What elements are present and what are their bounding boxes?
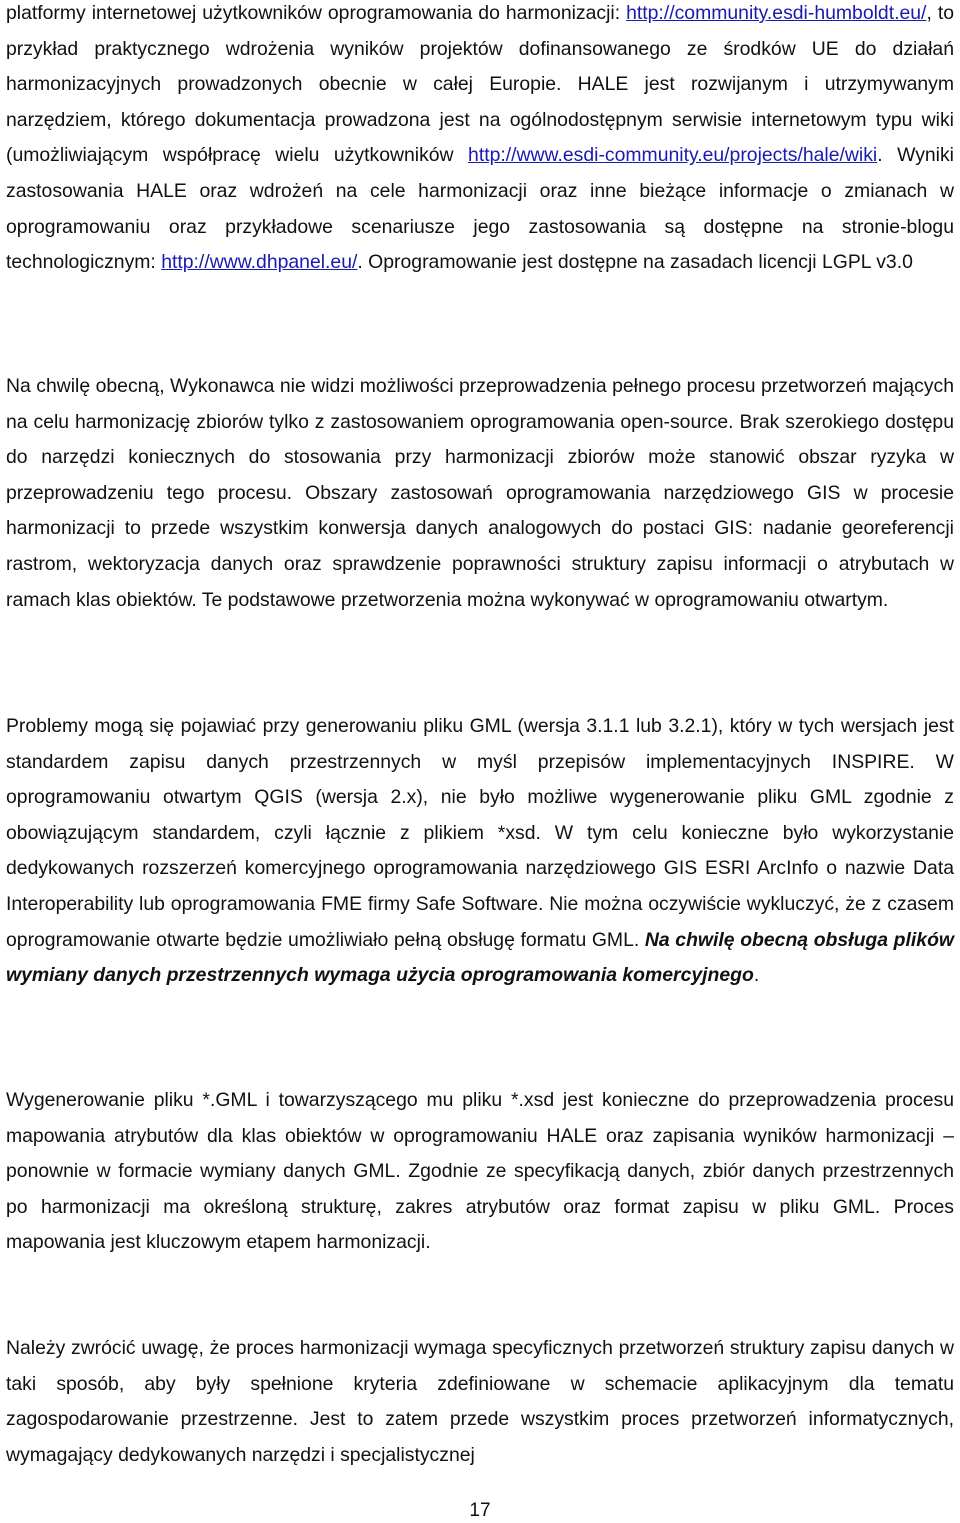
paragraph-text: , to przykład praktycznego wdrożenia wyników projektów dofinansowanego ze środków UE do działań harmonizacyjnych prowadzonych obecnie w całej Europie. HALE jest rozwijanym i utrzymywanym narzędziem, którego dokumentacja prowadzona jest na ogólnodostępnym serwisie internetowym typu wiki (umożliwiającym współpracę wielu użytkowników [6,2,954,167]
paragraph-gml-generation: Wygenerowanie pliku *.GML i towarzyszącego mu pliku *.xsd jest konieczne do przeprowadzenia procesu mapowania atrybutów dla klas obiektów w oprogramowaniu HALE oraz zapisania wyników harmonizacji – ponownie w formacie wymiany danych GML. Zgodnie ze specyfikacją danych, zbiór danych przestrzennych po harmonizacji ma określoną strukturę, zakres atrybutów oraz format zapisu w pliku GML. Proces mapowania jest kluczowym etapem harmonizacji. [6,1089,954,1254]
link-esdi-community-wiki[interactable]: http://www.esdi-community.eu/projects/hale/wiki [468,144,878,167]
paragraph-text: . [753,964,760,987]
link-dhpanel[interactable]: http://www.dhpanel.eu/ [161,251,358,274]
emphasis-commercial-software: Na chwilę obecną obsługa plików wymiany danych przestrzennych wymaga użycia oprogramowania komercyjnego [6,928,954,987]
paragraph-gml-problems [6,709,954,994]
paragraph-hale-description [6,0,954,281]
paragraph-text: . Oprogramowanie jest dostępne na zasadach licencji LGPL v3.0 [357,251,913,274]
page-number: 17 [469,1500,491,1521]
paragraph-open-source-limits: Na chwilę obecną, Wykonawca nie widzi możliwości przeprowadzenia pełnego procesu przetworzeń mających na celu harmonizację zbiorów tylko z zastosowaniem oprogramowania open-source. Brak szerokiego dostępu do narzędzi koniecznych do stosowania przy harmonizacji zbiorów może stanowić obszar ryzyka w przeprowadzeniu tego procesu. Obszary zastosowań oprogramowania narzędziowego GIS w procesie harmonizacji to przede wszystkim konwersja danych analogowych do postaci GIS: nadanie georeferencji rastrom, wektoryzacja danych oraz sprawdzenie poprawności struktury zapisu informacji o atrybutach w ramach klas obiektów. Te podstawowe przetworzenia można wykonywać w oprogramowaniu otwartym. [6,375,954,611]
link-community-esdi-humboldt[interactable]: http://community.esdi-humboldt.eu/ [626,2,927,24]
paragraph-harmonization-note: Należy zwrócić uwagę, że proces harmonizacji wymaga specyficznych przetworzeń struktury zapisu danych w taki sposób, aby były spełnione kryteria zdefiniowane w schemacie aplikacyjnym dla tematu zagospodarowanie przestrzenne. Jest to zatem przede wszystkim proces przetworzeń informatycznych, wymagający dedykowanych narzędzi i specjalistycznej [6,1337,954,1466]
paragraph-text: . Wyniki zastosowania HALE oraz wdrożeń na cele harmonizacji oraz inne bieżące informacje o zmianach w oprogramowaniu oraz przykładowe scenariusze jego zastosowania są dostępne na stronie-blogu technologicznym: [6,144,954,274]
paragraph-text: Problemy mogą się pojawiać przy generowaniu pliku GML (wersja 3.1.1 lub 3.2.1), który w tych wersjach jest standardem zapisu danych przestrzennych w myśl przepisów implementacyjnych INSPIRE. W oprogramowaniu otwartym QGIS (wersja 2.x), nie było możliwe wygenerowanie pliku GML zgodnie z obowiązującym standardem, czyli łącznie z plikiem *xsd. W tym celu konieczne było wykorzystanie dedykowanych rozszerzeń komercyjnego oprogramowania narzędziowego GIS ESRI ArcInfo o nazwie Data Interoperability lub oprogramowania FME firmy Safe Software. Nie można oczywiście wykluczyć, że z czasem oprogramowanie otwarte będzie umożliwiało pełną obsługę formatu GML. [6,715,954,951]
paragraph-text: platformy internetowej użytkowników oprogramowania do harmonizacji: [6,2,627,24]
